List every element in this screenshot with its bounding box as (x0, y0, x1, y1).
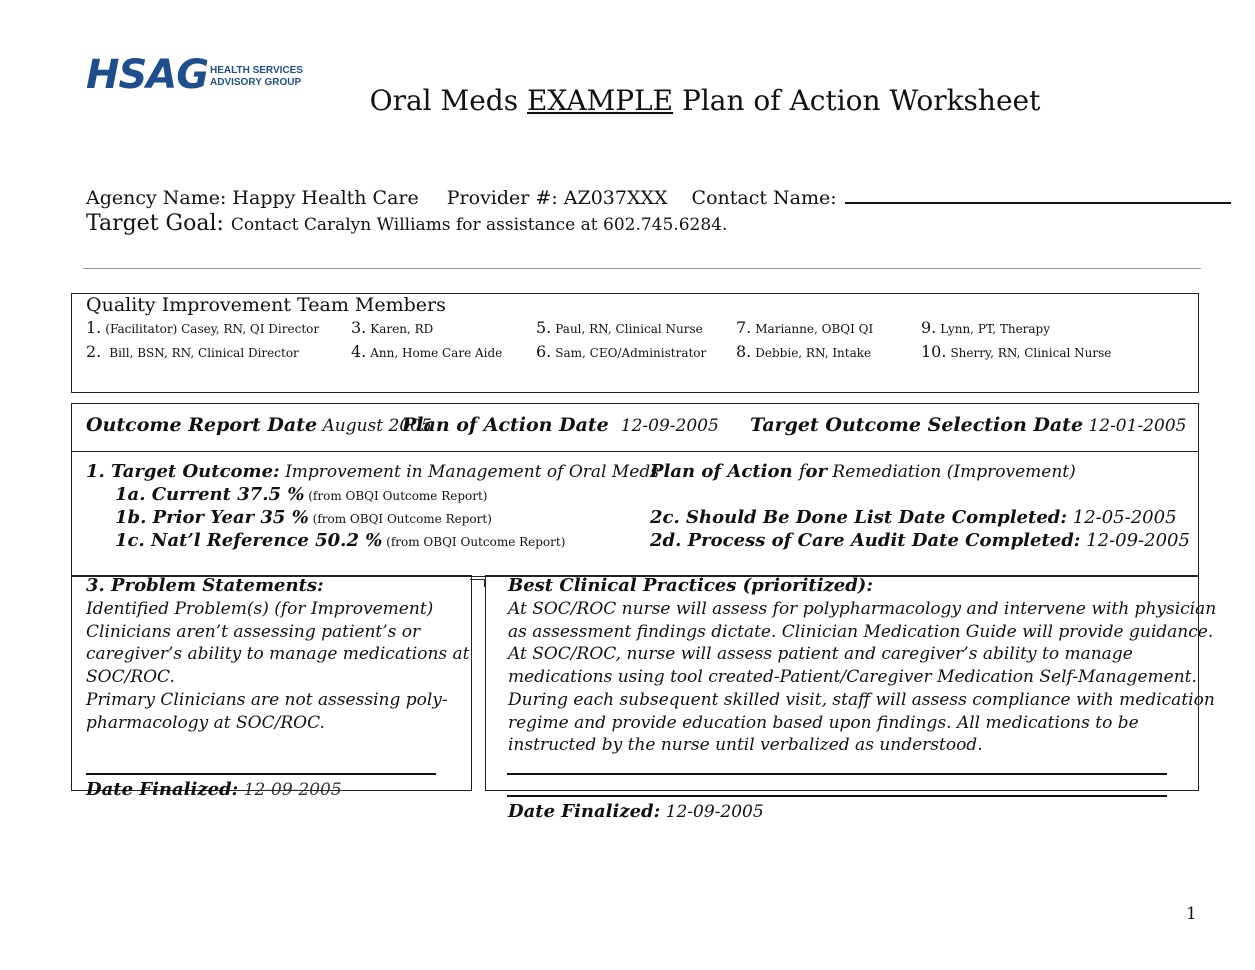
problem-date-finalized: Date Finalized: 12-09-2005 (86, 779, 342, 800)
process-of-care-audit-date: 2d. Process of Care Audit Date Completed: 12-09-2005 (650, 530, 1190, 551)
outcome-separator (71, 451, 1199, 452)
title-pre: Oral Meds (369, 84, 527, 117)
team-members-title: Quality Improvement Team Members (86, 294, 446, 316)
page-number: 1 (1186, 904, 1197, 924)
problem-line: SOC/ROC. (86, 667, 175, 688)
team-member: 1. (Facilitator) Casey, RN, QI Director (86, 318, 320, 337)
logo-subtitle-line1: HEALTH SERVICES (210, 65, 303, 76)
team-member: 10. Sherry, RN, Clinical Nurse (921, 342, 1112, 361)
problem-line: Clinicians aren’t assessing patient’s or (86, 621, 421, 642)
practice-line: as assessment findings dictate. Clinician Medication Guide will provide guidance. (508, 621, 1214, 642)
problem-line: pharmacology at SOC/ROC. (86, 712, 325, 733)
agency-name: Agency Name: Happy Health Care (86, 187, 419, 209)
problem-signature-line (86, 773, 436, 775)
plan-of-action-date: Plan of Action Date 12-09-2005 (402, 414, 719, 436)
outcome-report-date: Outcome Report Date August 2005 (86, 414, 432, 436)
team-member: 2. Bill, BSN, RN, Clinical Director (86, 342, 299, 361)
team-member: 3. Karen, RD (351, 318, 434, 337)
problem-line: Identified Problem(s) (for Improvement) (86, 599, 434, 619)
current-rate: 1a. Current 37.5 % (from OBQI Outcome Report) (115, 484, 488, 505)
team-member: 4. Ann, Home Care Aide (351, 342, 503, 361)
problem-line: caregiver’s ability to manage medications at (86, 644, 470, 665)
logo-wordmark: HSAG (86, 52, 209, 98)
title-post: Plan of Action Worksheet (673, 84, 1041, 117)
problem-statements-text (86, 598, 470, 734)
agency-line (86, 186, 1231, 209)
team-member: 9. Lynn, PT, Therapy (921, 318, 1051, 337)
target-goal-value: Contact Caralyn Williams for assistance at 602.745.6284. (230, 215, 728, 235)
practices-signature-line-2 (507, 795, 1167, 797)
practice-line: During each subsequent skilled visit, staff will assess compliance with medication (508, 689, 1215, 710)
target-goal-label: Target Goal: (86, 211, 231, 236)
team-member: 6. Sam, CEO/Administrator (536, 342, 707, 361)
practices-signature-line-1 (507, 773, 1167, 775)
practices-date-finalized: Date Finalized: 12-09-2005 (508, 801, 764, 822)
team-member: 8. Debbie, RN, Intake (736, 342, 872, 361)
prior-year-rate: 1b. Prior Year 35 % (from OBQI Outcome Report) (115, 507, 492, 528)
target-selection-date: Target Outcome Selection Date 12-01-2005 (750, 414, 1187, 436)
box-connector (470, 579, 485, 580)
contact-name-label: Contact Name: (691, 187, 843, 209)
practice-line: At SOC/ROC nurse will assess for polypharmacology and intervene with physician (508, 599, 1217, 619)
logo-subtitle-line2: ADVISORY GROUP (210, 77, 302, 88)
plan-of-action-for: Plan of Action for Remediation (Improvement) (650, 461, 1076, 482)
should-be-done-date: 2c. Should Be Done List Date Completed: 12-05-2005 (650, 507, 1177, 528)
divider (83, 268, 1201, 269)
best-practices-title: Best Clinical Practices (prioritized): (508, 575, 873, 596)
national-reference-rate: 1c. Nat’l Reference 50.2 % (from OBQI Outcome Report) (115, 530, 566, 551)
team-member: 7. Marianne, OBQI QI (736, 318, 874, 337)
practice-line: instructed by the nurse until verbalized as understood. (508, 735, 983, 756)
team-member: 5. Paul, RN, Clinical Nurse (536, 318, 703, 337)
best-practices-text (508, 598, 1216, 757)
practice-line: At SOC/ROC, nurse will assess patient and caregiver’s ability to manage (508, 644, 1133, 665)
target-goal (86, 211, 727, 236)
page-title (0, 84, 1255, 117)
problem-statements-title: 3. Problem Statements: (86, 575, 324, 596)
practice-line: medications using tool created-Patient/Caregiver Medication Self-Management. (508, 667, 1197, 688)
practice-line: regime and provide education based upon findings. All medications to be (508, 712, 1139, 733)
contact-name-blank[interactable] (845, 186, 1231, 204)
target-outcome: 1. Target Outcome: Improvement in Management of Oral Meds (86, 461, 659, 482)
provider-number: Provider #: AZ037XXX (446, 187, 668, 209)
title-emphasis: EXAMPLE (526, 84, 674, 117)
problem-line: Primary Clinicians are not assessing poly- (86, 689, 448, 710)
